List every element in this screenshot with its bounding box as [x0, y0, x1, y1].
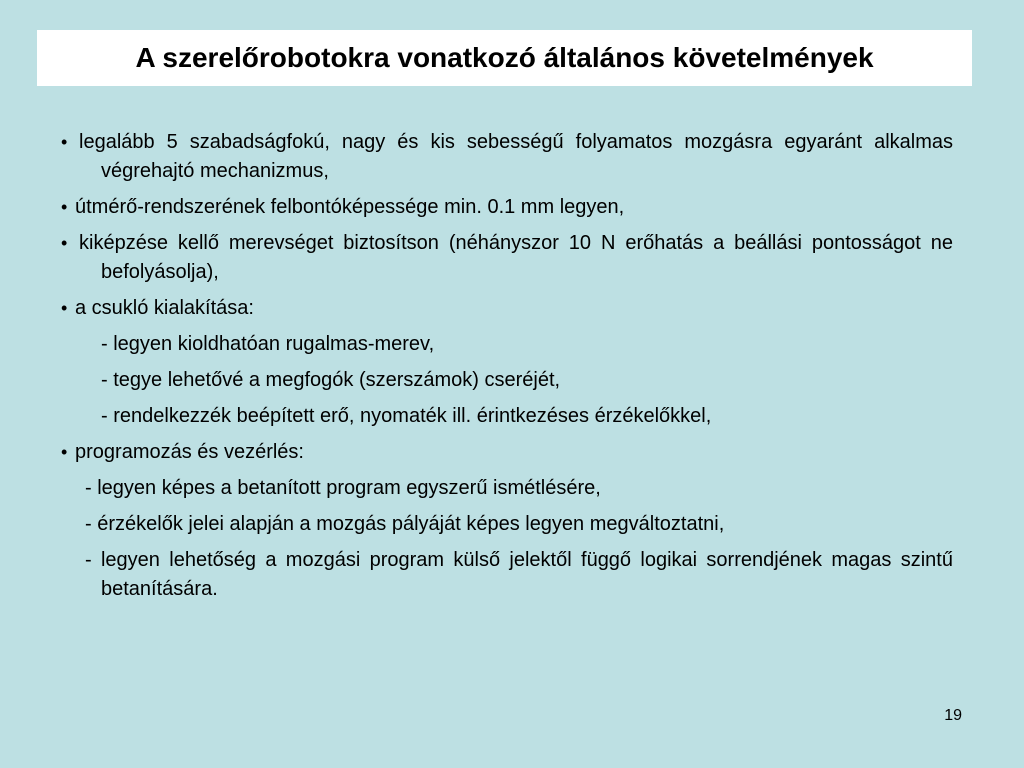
bullet-icon: • [61, 132, 68, 152]
sub-item: - legyen képes a betanított program egyszerű ismétlésére, [85, 477, 601, 499]
sub-item: - érzékelők jelei alapján a mozgás pályáját képes legyen megváltoztatni, [85, 513, 725, 535]
bullet-icon: • [61, 442, 68, 462]
list-item-text: útmérő-rendszerének felbontóképessége min. 0.1 mm legyen, [75, 196, 625, 218]
title-box [37, 30, 972, 86]
slide-content [61, 128, 953, 611]
slide-title: A szerelőrobotokra vonatkozó általános követelmények [135, 42, 874, 73]
list-item [61, 438, 953, 467]
list-item-text: legalább 5 szabadságfokú, nagy és kis sebességű folyamatos mozgásra egyaránt alkalmas végrehajtó mechanizmus, [79, 131, 953, 182]
bullet-icon: • [61, 298, 68, 318]
list-item [61, 229, 953, 287]
list-item-text: programozás és vezérlés: [75, 441, 304, 463]
bullet-icon: • [61, 233, 68, 253]
sub-item: - legyen lehetőség a mozgási program külső jelektől függő logikai sorrendjének magas szintű betanítására. [85, 549, 953, 600]
list-item-text: kiképzése kellő merevséget biztosítson (néhányszor 10 N erőhatás a beállási pontosságot ne befolyásolja), [79, 232, 953, 283]
sub-item: - tegye lehetővé a megfogók (szerszámok) cseréjét, [101, 369, 561, 391]
list-item-text: a csukló kialakítása: [75, 297, 254, 319]
list-item [61, 128, 953, 186]
sub-item: - rendelkezzék beépített erő, nyomaték ill. érintkezéses érzékelőkkel, [101, 405, 712, 427]
page-number: 19 [944, 707, 962, 724]
list-item [61, 294, 953, 323]
list-item [61, 193, 953, 222]
bullet-icon: • [61, 197, 68, 217]
sub-item: - legyen kioldhatóan rugalmas-merev, [101, 333, 435, 355]
